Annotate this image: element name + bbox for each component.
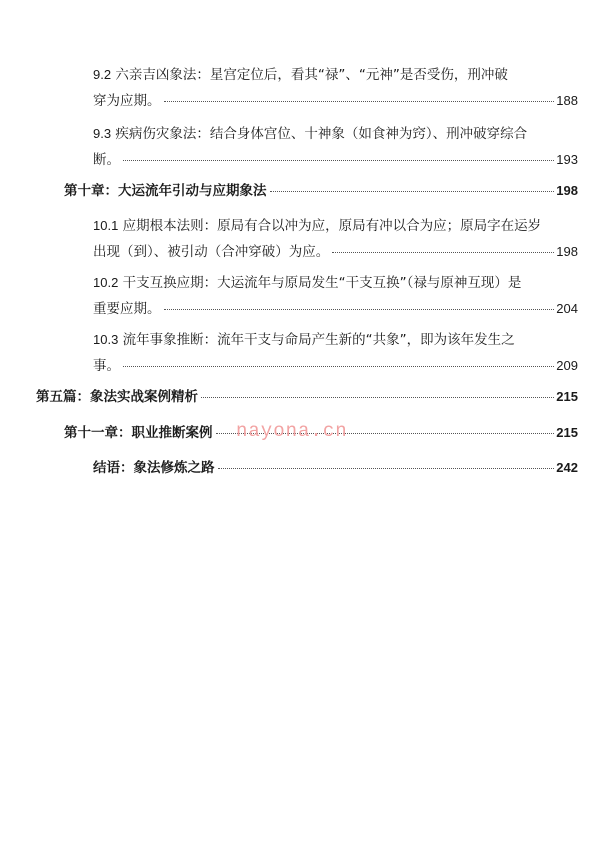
watermark: nayona.cn — [236, 420, 348, 442]
dot-leader — [332, 252, 554, 253]
toc-entry-10-2[interactable] — [93, 270, 578, 322]
toc-entry-chapter-10[interactable] — [64, 178, 578, 204]
entry-title-line2: 重要应期。 — [93, 301, 161, 317]
entry-title-line2: 事。 — [93, 358, 120, 374]
toc-entry-epilogue[interactable] — [93, 455, 578, 481]
page-number: 204 — [556, 301, 578, 316]
section-number: 10.3 — [93, 332, 119, 347]
dot-leader — [164, 309, 555, 310]
toc-entry-9-3[interactable] — [93, 121, 578, 173]
toc-entry-10-1[interactable] — [93, 213, 578, 265]
section-number: 9.3 — [93, 126, 112, 141]
page-number: 193 — [556, 152, 578, 167]
page-number: 198 — [556, 183, 578, 198]
entry-title: 第十一章：职业推断案例 — [64, 425, 213, 441]
toc-entry-part-5[interactable] — [36, 384, 578, 410]
page-number: 242 — [556, 460, 578, 475]
entry-title-line1: 应期根本法则：原局有合以冲为应，原局有冲以合为应；原局字在运岁 — [122, 218, 542, 234]
dot-leader — [201, 397, 554, 398]
entry-title-line1: 流年事象推断：流年干支与命局产生新的“共象”，即为该年发生之 — [122, 332, 515, 348]
entry-title-line1: 疾病伤灾象法：结合身体宫位、十神象（如食神为窍）、刑冲破穿综合 — [115, 126, 528, 142]
entry-title-line2: 断。 — [93, 152, 120, 168]
toc-entry-10-3[interactable] — [93, 327, 578, 379]
section-number: 10.1 — [93, 218, 119, 233]
page-number: 209 — [556, 358, 578, 373]
dot-leader — [123, 160, 554, 161]
entry-title-line1: 干支互换应期：大运流年与原局发生“干支互换”（禄与原神互现）是 — [122, 275, 522, 291]
entry-title-line2: 出现（到）、被引动（合冲穿破）为应。 — [93, 244, 330, 260]
entry-title: 第五篇：象法实战案例精析 — [36, 389, 198, 405]
section-number: 9.2 — [93, 67, 112, 82]
dot-leader — [123, 366, 554, 367]
toc-entry-9-2[interactable] — [93, 62, 578, 114]
entry-title: 第十章：大运流年引动与应期象法 — [64, 183, 267, 199]
dot-leader — [270, 191, 555, 192]
dot-leader — [164, 101, 555, 102]
dot-leader — [218, 468, 555, 469]
page-number: 188 — [556, 93, 578, 108]
entry-title: 结语：象法修炼之路 — [93, 460, 215, 476]
page-number: 198 — [556, 244, 578, 259]
page-number: 215 — [556, 389, 578, 404]
section-number: 10.2 — [93, 275, 119, 290]
page-number: 215 — [556, 425, 578, 440]
entry-title-line2: 穿为应期。 — [93, 93, 161, 109]
entry-title-line1: 六亲吉凶象法：星宫定位后，看其“禄”、“元神”是否受伤，刑冲破 — [115, 67, 508, 83]
